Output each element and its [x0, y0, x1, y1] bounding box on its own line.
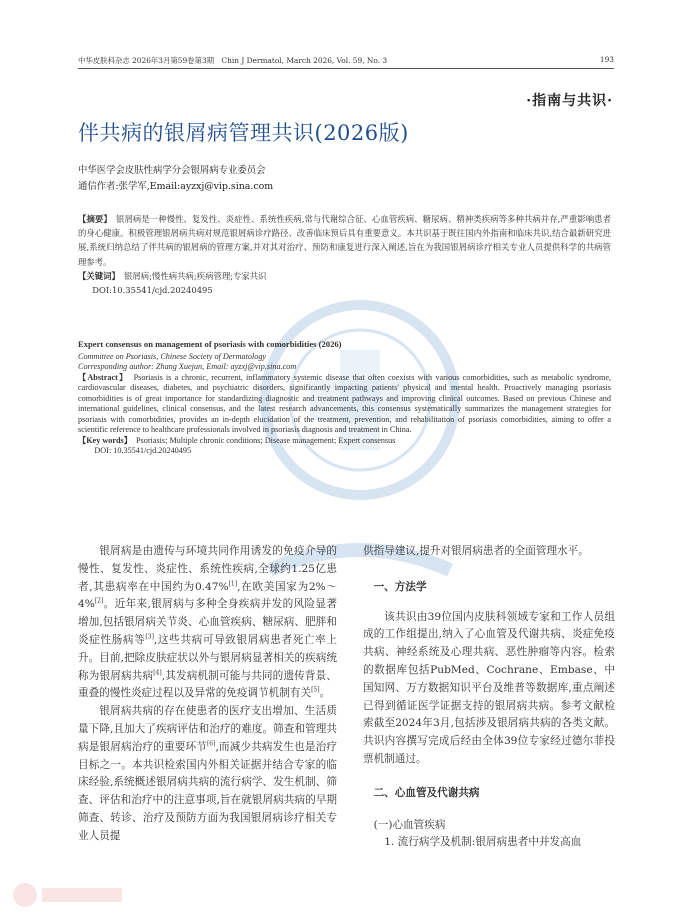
citation-1: [1]	[228, 580, 238, 588]
continued-paragraph: 供指导建议,提升对银屑病患者的全面管理水平。	[363, 545, 589, 557]
citation-3: [3]	[145, 633, 154, 641]
keywords-text: 银屑病;慢性病共病;疾病管理;专家共识	[115, 270, 267, 281]
page-number: 193	[599, 55, 614, 64]
methods-paragraph: 该共识由39位国内皮肤科领域专家和工作人员组成的工作组提出,纳入了心血管及代谢共病、炎症免疫共病、神经系统及心理共病、恶性肿瘤等内容。检索的数据库包括PubMed、Cochrane、Embase、中国知网、万方数据知识平台及维普等数据库,重点阐述已得到循证医学证据支持的银屑病共病。参考文献检索截至2024年3月,包括涉及银屑病共病的各类文献。共识内容撰写完成后经由全体39位专家经过德尔菲投票机制通过。	[363, 610, 615, 765]
subsection-heading-cardiovascular: (一)心血管疾病	[373, 818, 446, 831]
english-abstract	[78, 339, 611, 457]
keywords-line	[78, 269, 611, 283]
column-tag: ·指南与共识·	[526, 93, 613, 109]
english-abstract-paragraph	[78, 373, 611, 436]
keywords-label: 【关键词】	[78, 270, 116, 281]
running-head	[78, 55, 614, 66]
body-left-column	[78, 543, 337, 846]
citation-6: [6]	[206, 740, 216, 748]
header-rule	[78, 68, 614, 69]
citation-4: [4]	[153, 669, 162, 677]
english-keywords-label: 【Key words】	[78, 435, 128, 445]
epidemiology-paragraph: 1. 流行病学及机制:银屑病患者中并发高血	[384, 836, 582, 849]
english-abstract-label: 【Abstract】	[78, 372, 125, 382]
english-corresponding-author: Corresponding author: Zhang Xuejun, Email: ayzxj@vip.sina.com	[78, 362, 297, 371]
abstract-text: 银屑病是一种慢性、复发性、炎症性、系统性疾病,常与代谢综合征、心血管疾病、糖尿病、精神类疾病等多种共病并存,严重影响患者的身心健康。积极管理银屑病共病对规范银屑病诊疗路径、改善临床预后具有重要意义。本共识基于既往国内外指南和临床共识,结合最新研究进展,系统归纳总结了伴共病的银屑病的管理方案,并对其对治疗、预防和康复进行深入阐述,旨在为我国银屑病诊疗相关专业人员提供科学的共病管理参考。	[78, 214, 611, 267]
english-doi: DOI: 10.35541/cjd.20240495	[94, 446, 192, 455]
doi: DOI:10.35541/cjd.20240495	[92, 285, 213, 296]
corresponding-author: 通信作者:张学军,Email:ayzxj@vip.sina.com	[78, 181, 274, 192]
citation-5: [5]	[311, 686, 320, 694]
english-keywords-text: Psoriasis; Multiple chronic conditions; Disease management; Expert consensus	[127, 435, 396, 445]
logo-watermark	[10, 880, 130, 910]
chinese-abstract	[78, 212, 611, 297]
abstract-label: 【摘要】	[78, 214, 108, 224]
committee: Committee on Psoriasis, Chinese Society of Dermatology	[78, 351, 267, 361]
citation-2: [2]	[94, 597, 104, 605]
section-heading-cardiometabolic: 二、心血管及代谢共病	[373, 786, 480, 799]
page-title: 伴共病的银屑病管理共识(2026版)	[78, 121, 409, 145]
abstract-paragraph	[78, 212, 611, 269]
english-keywords-line	[78, 436, 611, 447]
author-block	[78, 163, 273, 195]
intro-paragraph-1: 银屑病是由遗传与环境共同作用诱发的免疫介导的慢性、复发性、炎症性、系统性疾病,全球约1.25亿患者,其患病率在中国约为0.47%[1],在欧美国家为2%～4%[2]。近年来,银屑病与多种全身疾病并发的风险显著增加,包括银屑病关节炎、心血管疾病、糖尿病、肥胖和炎症性肠病等[3],这些共病可导致银屑病患者死亡率上升。目前,把除皮肤症状以外与银屑病显著相关的疾病统称为银屑病共病[4],其发病机制可能与共同的遗传背景、重叠的慢性炎症过程以及异常的免疫调节机制有关[5]。	[78, 545, 337, 700]
english-abstract-text: Psoriasis is a chronic, recurrent, inflammatory systemic disease that often coexists with various comorbidities, such as metabolic syndrome, cardiovascular diseases, diabetes, and psychiatric disorders, significantly impacting patients' physical and mental health. Proactively managing psoriasis comorbidities is of great importance for standardizing diagnostic and treatment pathways and improving clinical outcomes. Based on previous Chinese and international guidelines, clinical consensus, and the latest research advancements, this consensus systematically summarizes the management strategies for psoriasis with comorbidities, provides an in-depth elucidation of the treatment, prevention, and rehabilitation of psoriasis comorbidities, aiming to offer a scientific reference to healthcare professionals involved in psoriasis diagnosis and treatment in China.	[78, 372, 611, 434]
intro-paragraph-2: 银屑病共病的存在使患者的医疗支出增加、生活质量下降,且加大了疾病评估和治疗的难度。筛查和管理共病是银屑病治疗的重要环节[6],而减少共病发生也是治疗目标之一。本共识检索国内外相关证据并结合专家的临床经验,系统概述银屑病共病的流行病学、发生机制、筛查、评估和治疗中的注意事项,旨在就银屑病共病的早期筛查、转诊、治疗及预防方面为我国银屑病诊疗相关专业人员提	[78, 705, 337, 842]
running-head-journal: 中华皮肤科杂志 2026年3月第59卷第3期 Chin J Dermatol, March 2026, Vol. 59, No. 3	[78, 56, 388, 65]
author-line: 中华医学会皮肤性病学分会银屑病专业委员会	[78, 165, 266, 176]
body-right-column	[363, 543, 615, 852]
section-heading-methods: 一、方法学	[373, 580, 427, 593]
english-title: Expert consensus on management of psoriasis with comorbidities (2026)	[78, 339, 342, 349]
